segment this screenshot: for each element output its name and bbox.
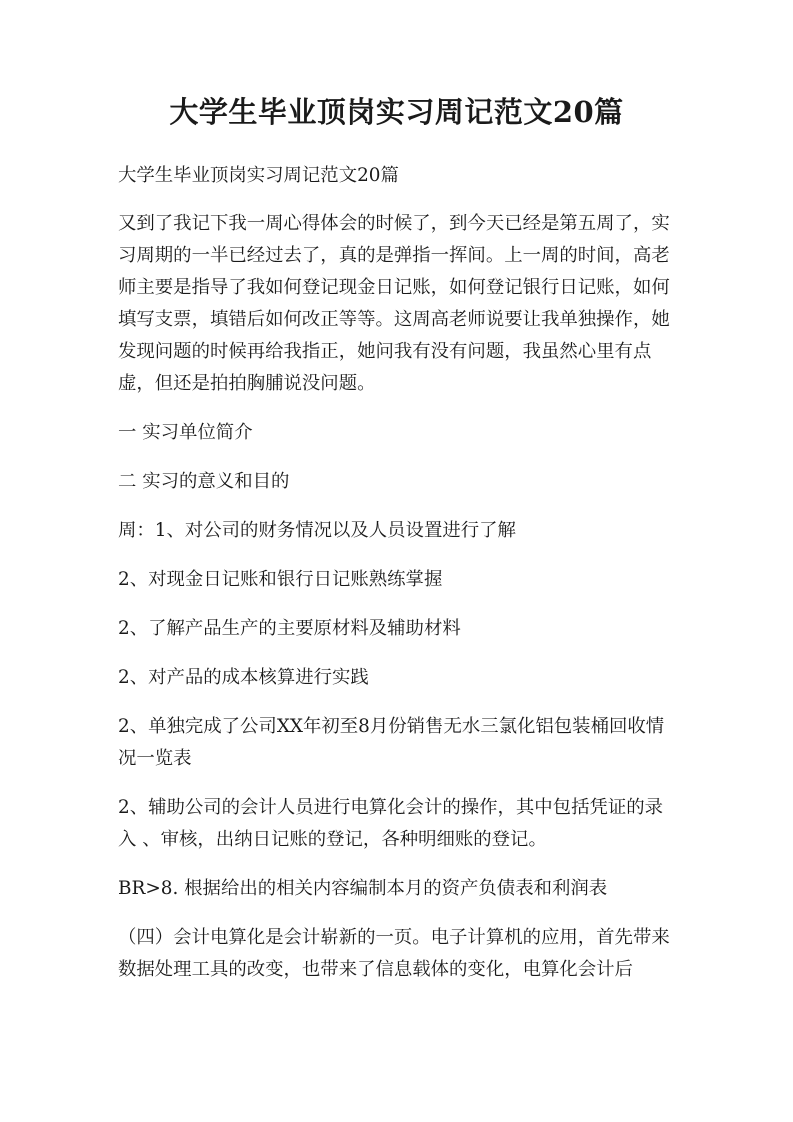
list-item: 2、辅助公司的会计人员进行电算化会计的操作，其中包括凭证的录入 、审核，出纳日记账的登记，各种明细账的登记。 (118, 797, 664, 850)
intro-paragraph: 又到了我记下我一周心得体会的时候了，到今天已经是第五周了，实习周期的一半已经过去了，真的是弹指一挥间。上一周的时间，高老师主要是指导了我如何登记现金日记账，如何登记银行日记账，如何填写支票，填错后如何改正等等。这周高老师说要让我单独操作，她发现问题的时候再给我指正，她问我有没有问题，我虽然心里有点虚，但还是拍拍胸脯说没问题。 (118, 213, 670, 394)
list-item: 2、了解产品生产的主要原材料及辅助材料 (118, 618, 461, 639)
list-item: 周：1、对公司的财务情况以及人员设置进行了解 (118, 520, 516, 541)
list-item: 2、单独完成了公司XX年初至8月份销售无水三氯化铝包装桶回收情况一览表 (118, 716, 665, 769)
document-title: 大学生毕业顶岗实习周记范文20篇 (169, 95, 624, 129)
document-body (118, 160, 680, 1003)
section-heading-unit-intro: 一 实习单位简介 (118, 422, 253, 443)
list-item: 2、对产品的成本核算进行实践 (118, 667, 369, 688)
section-heading-purpose: 二 实习的意义和目的 (118, 471, 290, 492)
list-item: 2、对现金日记账和银行日记账熟练掌握 (118, 569, 443, 590)
body-paragraph: （四）会计电算化是会计崭新的一页。电子计算机的应用，首先带来数据处理工具的改变，也带来了信息载体的变化，电算化会计后 (118, 927, 670, 980)
list-item: BR>8. 根据给出的相关内容编制本月的资产负债表和利润表 (118, 878, 608, 899)
subtitle-paragraph: 大学生毕业顶岗实习周记范文20篇 (118, 165, 399, 186)
